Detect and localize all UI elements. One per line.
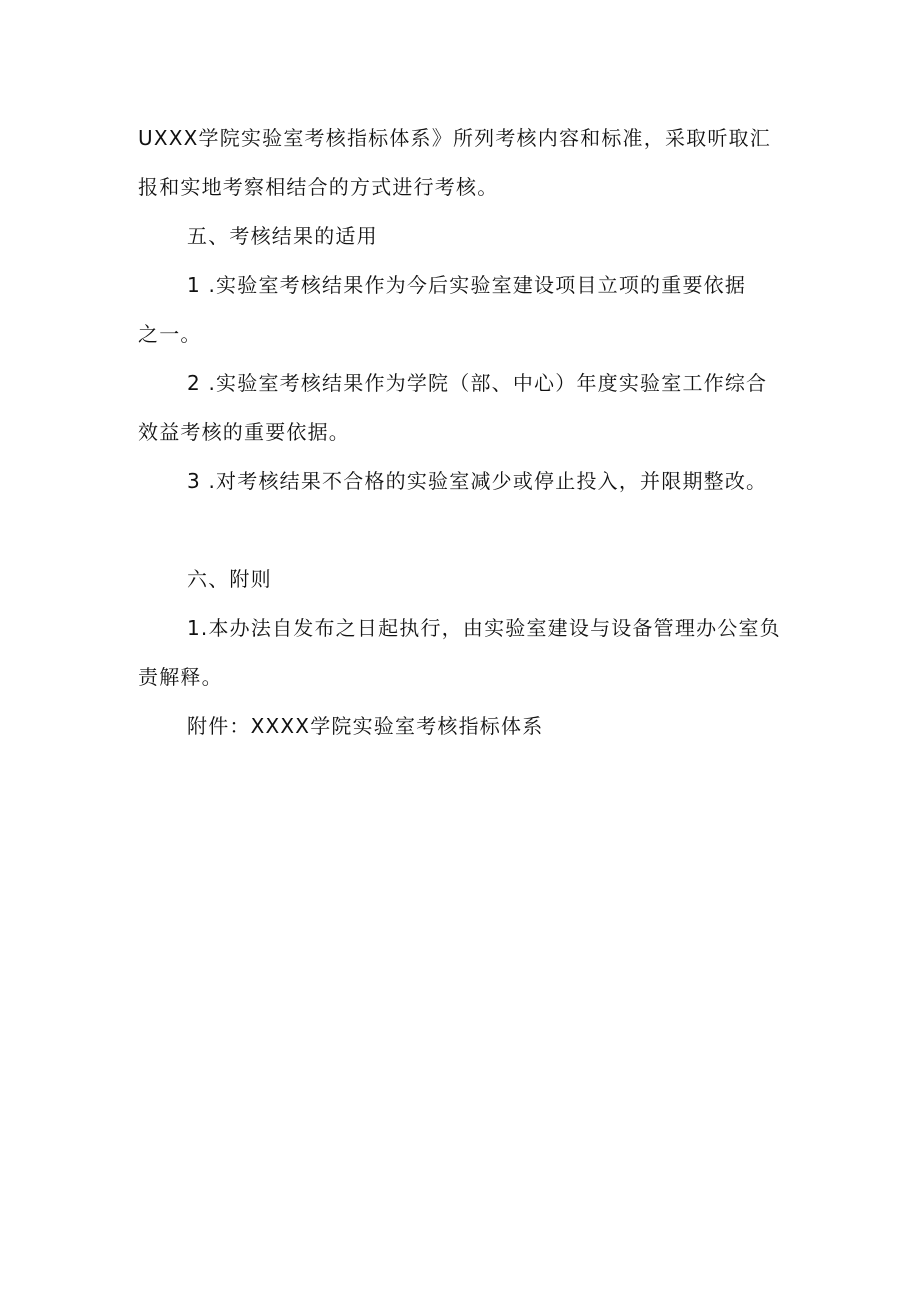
paragraph-line-1	[138, 118, 788, 167]
item-2-line-1	[138, 363, 788, 412]
paragraph-text: 报和实地考察相结合的方式进行考核。	[138, 175, 499, 199]
paragraph-line-2	[138, 167, 788, 216]
paragraph-text: UXXX学院实验室考核指标体系》所列考核内容和标准，采取听取汇	[138, 126, 771, 150]
appendix-item-1-line-1	[138, 608, 788, 657]
item-text: 1 .实验室考核结果作为今后实验室建设项目立项的重要依据	[187, 273, 747, 297]
item-3-line-1	[138, 461, 788, 510]
item-text: 2 .实验室考核结果作为学院（部、中心）年度实验室工作综合	[187, 371, 768, 395]
attachment-text: 附件：XXXX学院实验室考核指标体系	[187, 714, 544, 738]
item-1-line-2	[138, 314, 788, 363]
item-1-line-1	[138, 265, 788, 314]
appendix-item-text: 1.本办法自发布之日起执行，由实验室建设与设备管理办公室负	[187, 616, 781, 640]
item-text: 效益考核的重要依据。	[138, 420, 350, 444]
item-text: 3 .对考核结果不合格的实验室减少或停止投入，并限期整改。	[187, 469, 768, 493]
section-heading-text: 六、附则	[187, 567, 272, 591]
paragraph-gap	[138, 510, 788, 559]
document-body	[138, 118, 788, 755]
section-heading-text: 五、考核结果的适用	[187, 224, 378, 248]
section-heading-six	[138, 559, 788, 608]
section-heading-five	[138, 216, 788, 265]
attachment-line	[138, 706, 788, 755]
item-2-line-2	[138, 412, 788, 461]
item-text: 之一。	[138, 322, 202, 346]
appendix-item-1-line-2	[138, 657, 788, 706]
appendix-item-text: 责解释。	[138, 665, 223, 689]
